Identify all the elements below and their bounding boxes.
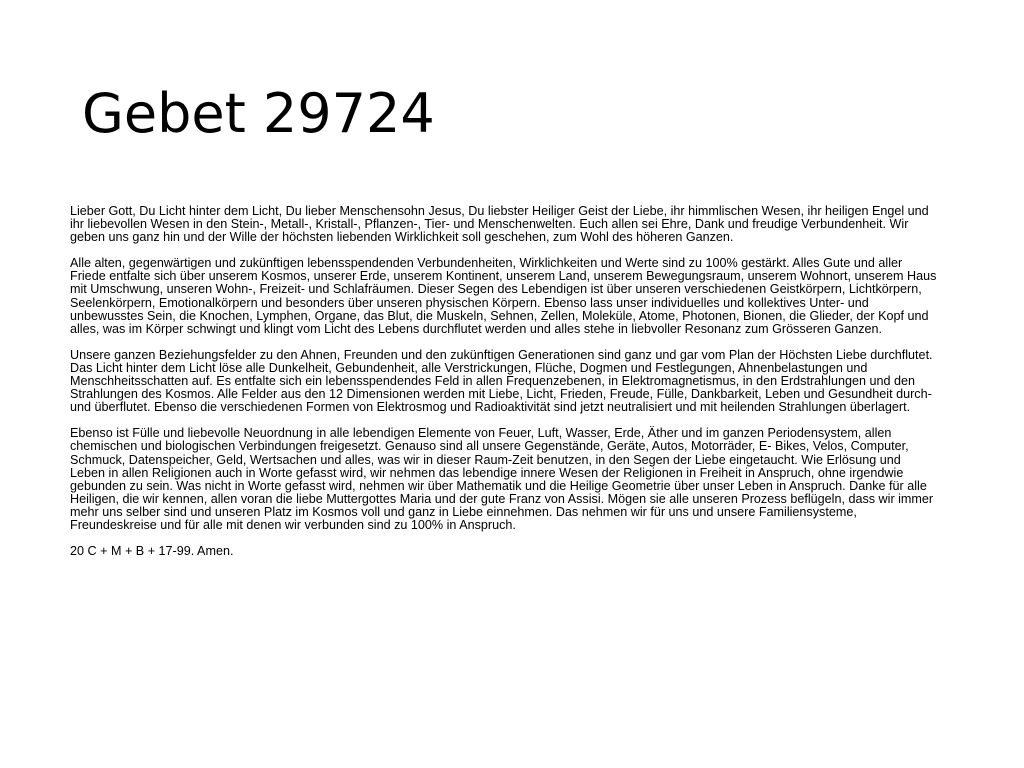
paragraph-elements: Ebenso ist Fülle und liebevolle Neuordnung in alle lebendigen Elemente von Feuer, Luft, Wasser, Erde, Äther und im ganzen Periodensystem, allen chemischen und biologischen Verbindungen freigesetzt. Genauso sind all unsere Gegenstände, Geräte, Autos, Motorräder, E- Bikes, Velos, Computer, Schmuck, Datenspeicher, Geld, Wertsachen und alles, was wir in dieser Raum-Zeit benutzen, in den Segen der Liebe eingetaucht. Wie Erlösung und Leben in allen Religionen auch in Worte gefasst wird, wir nehmen das lebendige innere Wesen der Religionen in Freiheit in Anspruch, ohne irgendwie gebunden zu sein. Was nicht in Worte gefasst wird, nehmen wir über Mathematik und die Heilige Geometrie über unser Leben in Anspruch. Danke für alle Heiligen, die wir kennen, allen voran die liebe Muttergottes Maria und der gute Franz von Assisi. Mögen sie alle unseren Prozess beflügeln, dass wir immer mehr uns selber sind und unseren Platz im Kosmos voll und ganz in Liebe einnehmen. Das nehmen wir für uns und unsere Familiensysteme, Freundeskreise und für alle mit denen wir verbunden sind zu 100% in Anspruch. [70,426,934,532]
paragraph-blessing: Alle alten, gegenwärtigen und zukünftigen lebensspendenden Verbundenheiten, Wirklichkeiten und Werte sind zu 100% gestärkt. Alles Gute und aller Friede entfalte sich über unserem Kosmos, unserer Erde, unserem Kontinent, unserem Land, unserem Bewegungsraum, unserem Wohnort, unserem Haus mit Umschwung, unseren Wohn-, Freizeit- und Schlafräumen. Dieser Segen des Lebendigen ist über unseren verschiedenen Geistkörpern, Lichtkörpern, Seelenkörpern, Emotionalkörpern und besonders über unseren physischen Körpern. Ebenso lass unser individuelles und kollektives Unter- und unbewusstes Sein, die Knochen, Lymphen, Organe, das Blut, die Muskeln, Sehnen, Zellen, Moleküle, Atome, Photonen, Bionen, die Glieder, der Kopf und alles, was im Körper schwingt und klingt vom Licht des Lebens durchflutet werden und alles stehe in liebvoller Resonanz zum Grösseren Ganzen. [70,256,937,336]
paragraph-invocation: Lieber Gott, Du Licht hinter dem Licht, Du lieber Menschensohn Jesus, Du liebster Heiliger Geist der Liebe, ihr himmlischen Wesen, ihr heiligen Engel und ihr liebevollen Wesen in den Stein-, Metall-, Kristall-, Pflanzen-, Tier- und Menschenwelten. Euch allen sei Ehre, Dank und freudige Verbundenheit. Wir geben uns ganz hin und der Wille der höchsten liebenden Wirklichkeit soll geschehen, zum Wohl des höheren Ganzen. [70,204,929,245]
page-title: Gebet 29724 [82,82,435,145]
paragraph-relationships: Unsere ganzen Beziehungsfelder zu den Ahnen, Freunden und den zukünftigen Generationen sind ganz und gar vom Plan der Höchsten Liebe durchflutet. Das Licht hinter dem Licht löse alle Dunkelheit, Gebundenheit, alle Verstrickungen, Flüche, Dogmen und Festlegungen, Ahnenbelastungen und Menschheitsschatten auf. Es entfalte sich ein lebensspendendes Feld in allen Frequenzebenen, in Elektromagnetismus, in den Erdstrahlungen und den Strahlungen des Kosmos. Alle Felder aus den 12 Dimensionen werden mit Liebe, Licht, Frieden, Freude, Fülle, Dankbarkeit, Leben und Gesundheit durch- und überflutet. Ebenso die verschiedenen Formen von Elektrosmog und Radioaktivität sind jetzt neutralisiert und mit heilenden Strahlungen überlagert. [70,347,933,415]
prayer-body [70,205,938,571]
paragraph-closing: 20 C + M + B + 17-99. Amen. [70,544,234,559]
